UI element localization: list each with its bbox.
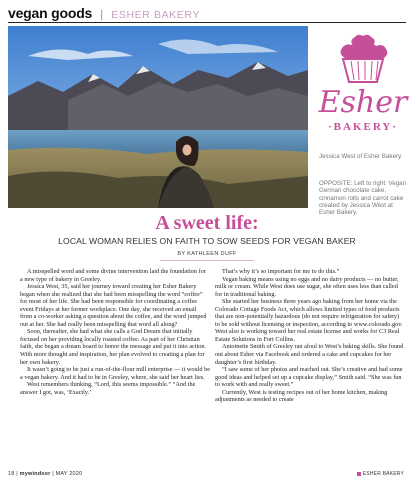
continued-marker [357,471,404,477]
article-paragraph: That’s why it’s so important for me to do this.” [222,268,340,275]
article-column-right [215,268,405,404]
section-subtitle: ESHER BAKERY [111,9,200,21]
article-paragraph: Currently, West is testing recipes out of her home kitchen, making adjustments as needed to create [215,388,388,404]
section-title: vegan goods [8,5,93,21]
article-paragraph: She started her business three years ago baking from her home via the Colorado Cottage Foods Act, which allows limited types of food products that are non-potentially hazardous (do not require refrigeration for safety) to be sold without licensing or inspection, according to www.colorado.gov. West also is working toward her real estate license and works for C3 Real Estate Solutions in Fort Collins. [215,298,403,343]
article-subhead: LOCAL WOMAN RELIES ON FAITH TO SOW SEEDS FOR VEGAN BAKER [58,236,356,246]
continued-label: ESHER BAKERY [362,471,404,477]
article-paragraph: A misspelled word and some divine intervention laid the foundation for a new type of bakery in Greeley. [20,268,206,283]
article-paragraph: West remembers thinking, “Lord, this seems impossible.” “And the answer I got, was, ‘Exactly.’ [20,381,196,396]
article-headline: A sweet life: [155,212,259,234]
opposite-caption [319,180,407,216]
opposite-caption-text: Left to right: Vegan German chocolate cake, cinnamon rolls and carrot cake created by Jessica West at Esher Bakery. [319,180,407,217]
header-separator: | [100,7,104,21]
article-byline: BY KATHLEEN DUFF [177,251,237,257]
article-paragraph: “I saw some of her photos and reached out. She’s creative and had some good ideas and helped set up a cupcake display,” Smith said. “She was fun to work with and really sweet.” [215,366,403,389]
photo-caption: Jessica West of Esher Bakery. [319,153,403,160]
esher-bakery-logo [314,32,412,142]
article-paragraph: Jessica West, 35, said her journey toward creating her Esher Bakery began when she realized that she had been misspelling the word “coffee” for most of her life. She had been responsible for coordinating a coffee event Fridays at her former workplace. One day, she received an email from a co-worker asking a question about the coffee, and the word jumped out at her. She had really been misspelling that word all along? [20,283,207,328]
photo-woman-lake-mountains-image [8,26,308,208]
magazine-name: mywindsor [19,471,51,477]
article-paragraph: Vegan baking means using no eggs and no dairy products — no butter, milk or cream. While West does use sugar, she often uses less than called for in traditional baking. [215,275,399,298]
page-number: 18 [8,471,15,477]
cupcake-logo-icon [314,32,412,142]
feature-photo [8,26,308,208]
article-paragraph: Soon, thereafter, she had what she calls a God Dream that initially focused on her providing locally roasted coffee. As part of her Christian faith, she began a dream board to honor the message and put it into action. With more thought and inspiration, her plan evolved to creating a plan for her own bakery. [20,328,207,366]
article-paragraph: Antoinette Smith of Greeley ran afoul to West’s baking skills. She found out about Esher via Facebook and ordered a cake and cupcakes for her daughter’s first birthday. [215,343,404,366]
article-paragraph: It wasn’t going to be just a run-of-the-flour mill enterprise — it would be a vegan bakery. And it had to be in Greeley, where, she said her heart lies. [20,366,211,381]
byline-divider [160,260,254,261]
article-column-left [20,268,210,396]
footer-separator: | [14,471,20,477]
section-header [8,5,406,23]
opposite-caption-label: OPPOSITE: [319,180,353,187]
page-footer [8,471,82,477]
footer-separator: | [50,471,56,477]
logo-wordmark: Esher [318,85,408,120]
continue-square-icon [357,472,361,476]
issue-date: MAY 2020 [55,471,83,477]
logo-subtext: ·BAKERY· [327,121,399,133]
